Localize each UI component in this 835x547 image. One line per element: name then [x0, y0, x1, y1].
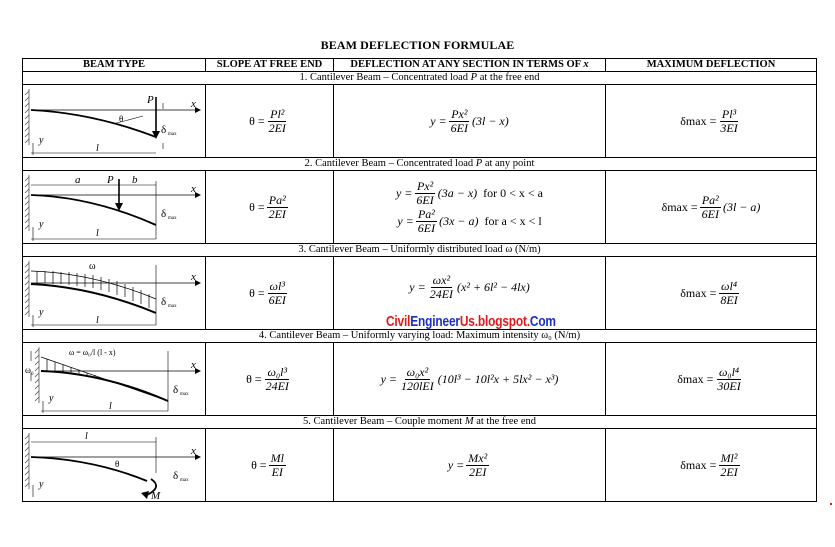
- slope-formula-4: [206, 343, 334, 416]
- watermark-link[interactable]: [386, 314, 556, 330]
- beam-diagram-1: [23, 85, 206, 158]
- deflection-formula-2: [334, 171, 606, 244]
- slope-formula-2: [206, 171, 334, 244]
- fraction-numerator: ωl³: [269, 278, 285, 293]
- section-var: P: [475, 158, 483, 169]
- section-text: 2. Cantilever Beam – Concentrated load: [304, 158, 476, 169]
- svg-text:0: 0: [31, 372, 34, 377]
- svg-text:x: x: [191, 359, 196, 371]
- watermark-part: Com: [529, 314, 556, 330]
- fraction-numerator: Pl³: [721, 106, 737, 121]
- svg-text:max: max: [180, 392, 189, 397]
- svg-text:ω: ω: [25, 365, 31, 375]
- formula-condition: for a < x < l: [484, 213, 542, 228]
- section-var: M: [464, 416, 474, 427]
- formula-lhs: y =: [430, 113, 447, 128]
- fraction-numerator: ω₀l³: [267, 364, 288, 379]
- fraction-denominator: 6EI: [417, 220, 436, 235]
- fraction-numerator: ωx²: [432, 272, 451, 287]
- formula-tail: (3x − a): [439, 213, 479, 228]
- beam-diagram-3: [23, 257, 206, 330]
- table-row: [23, 85, 817, 158]
- svg-text:y: y: [49, 393, 54, 404]
- section-text: at the free end: [477, 72, 540, 83]
- fraction-denominator: 3EI: [720, 120, 738, 135]
- watermark-part: Civil: [386, 314, 411, 330]
- formula-lhs: θ =: [249, 113, 265, 128]
- watermark-part: Engineer: [410, 314, 460, 330]
- svg-text:P: P: [107, 174, 114, 186]
- formula-lhs: θ =: [246, 371, 262, 386]
- fraction-denominator: 2EI: [469, 464, 487, 479]
- svg-text:l: l: [96, 143, 99, 154]
- svg-text:δ: δ: [161, 208, 167, 220]
- fraction-denominator: 6EI: [450, 120, 468, 135]
- svg-text:x: x: [191, 183, 196, 195]
- fraction-denominator: 8EI: [720, 292, 738, 307]
- fraction-numerator: Px²: [451, 106, 468, 121]
- section-heading-4: 4. Cantilever Beam – Uniformly varying load: Maximum intensity ω₀ (N/m): [23, 330, 817, 343]
- slope-formula-5: [206, 429, 334, 502]
- formula-tail: (x² + 6l² − 4lx): [457, 279, 530, 294]
- fraction-numerator: Ml: [270, 450, 284, 465]
- svg-text:x: x: [191, 445, 196, 457]
- svg-text:a: a: [75, 174, 81, 186]
- fraction-numerator: Pa²: [268, 192, 286, 207]
- fraction-numerator: ωl⁴: [721, 278, 738, 293]
- fraction-denominator: 24EI: [429, 286, 454, 301]
- formula-tail: (3a − x): [437, 185, 478, 200]
- svg-text:y: y: [39, 135, 44, 146]
- formula-lhs: δmax =: [661, 199, 698, 214]
- svg-text:ω = ω₀/l (l - x): ω = ω₀/l (l - x): [69, 348, 116, 357]
- watermark-part: Us: [459, 314, 475, 330]
- fraction-denominator: 6EI: [268, 292, 286, 307]
- max-deflection-formula-3: [606, 257, 817, 330]
- fraction-numerator: Px²: [416, 178, 434, 193]
- svg-text:l: l: [96, 228, 99, 239]
- header-max-deflection: MAXIMUM DEFLECTION: [606, 59, 817, 72]
- fraction-denominator: EI: [271, 464, 283, 479]
- section-text: at any point: [482, 158, 535, 169]
- svg-text:b: b: [132, 174, 138, 186]
- beam-diagram-4: [23, 343, 206, 416]
- header-slope: SLOPE AT FREE END: [206, 59, 334, 72]
- svg-text:max: max: [168, 304, 177, 309]
- formula-lhs: δmax =: [680, 457, 717, 472]
- header-deflection: [334, 59, 606, 72]
- section-heading-1: [23, 72, 817, 85]
- svg-text:max: max: [168, 216, 177, 221]
- cantilever-point-load-end-diagram: [23, 85, 206, 157]
- svg-text:δ: δ: [173, 470, 179, 482]
- fraction-numerator: ω₀l⁴: [718, 364, 740, 379]
- formula-tail: (10l³ − 10l²x + 5lx² − x³): [437, 371, 559, 386]
- formula-lhs: y =: [380, 371, 398, 386]
- fraction-numerator: Ml²: [720, 450, 738, 465]
- cantilever-udl-diagram: [23, 257, 206, 329]
- section-heading-2: [23, 158, 817, 171]
- formula-tail: (3l − x): [472, 113, 509, 128]
- svg-text:y: y: [39, 307, 44, 318]
- formula-tail: (3l − a): [722, 199, 761, 214]
- svg-text:x: x: [191, 98, 196, 110]
- header-row: [23, 59, 817, 72]
- fraction-denominator: 6EI: [416, 192, 434, 207]
- svg-text:δ: δ: [173, 384, 179, 396]
- fraction-denominator: 120lEI: [401, 378, 434, 393]
- fraction-denominator: 6EI: [701, 206, 719, 221]
- fraction-numerator: Mx²: [468, 450, 488, 465]
- table-row: [23, 343, 817, 416]
- max-deflection-formula-5: [606, 429, 817, 502]
- svg-text:δ: δ: [161, 124, 167, 136]
- fraction-numerator: Pl²: [270, 106, 285, 121]
- header-beam-type: BEAM TYPE: [23, 59, 206, 72]
- header-deflection-var: x: [583, 59, 589, 70]
- svg-text:δ: δ: [161, 296, 167, 308]
- watermark-part: .blogspot.: [474, 314, 530, 330]
- header-deflection-text: DEFLECTION AT ANY SECTION IN TERMS OF: [350, 59, 584, 70]
- svg-text:l: l: [85, 431, 88, 442]
- fraction-denominator: 2EI: [268, 206, 286, 221]
- stray-mark: [830, 503, 832, 505]
- formula-lhs: δmax =: [680, 113, 717, 128]
- formula-lhs: θ =: [251, 457, 267, 472]
- section-heading-5: [23, 416, 817, 429]
- formula-lhs: δmax =: [680, 285, 717, 300]
- table-row: [23, 171, 817, 244]
- svg-text:max: max: [180, 478, 189, 483]
- slope-formula-1: [206, 85, 334, 158]
- beam-diagram-2: [23, 171, 206, 244]
- svg-text:x: x: [191, 271, 196, 283]
- svg-text:θ: θ: [115, 459, 120, 469]
- fraction-denominator: 30EI: [717, 378, 741, 393]
- formula-lhs: y =: [397, 213, 414, 228]
- svg-text:max: max: [168, 132, 177, 137]
- cantilever-uvl-diagram: [23, 343, 206, 415]
- fraction-denominator: 2EI: [720, 464, 738, 479]
- max-deflection-formula-2: [606, 171, 817, 244]
- deflection-formula-5: [334, 429, 606, 502]
- svg-text:y: y: [39, 479, 44, 490]
- svg-text:M: M: [151, 490, 161, 501]
- svg-text:y: y: [39, 219, 44, 230]
- svg-text:ω: ω: [89, 261, 96, 272]
- formula-table: [22, 58, 817, 502]
- section-text: 1. Cantilever Beam – Concentrated load: [299, 72, 471, 83]
- slope-formula-3: [206, 257, 334, 330]
- formula-condition: for 0 < x < a: [483, 185, 544, 200]
- fraction-numerator: Pa²: [701, 192, 719, 207]
- section-text: at the free end: [473, 416, 536, 427]
- deflection-formula-4: [334, 343, 606, 416]
- formula-lhs: y =: [409, 279, 426, 294]
- svg-text:l: l: [109, 401, 112, 412]
- section-var: P: [470, 72, 478, 83]
- cantilever-point-load-any-diagram: [23, 171, 206, 243]
- formula-lhs: θ =: [249, 199, 265, 214]
- fraction-numerator: Pa²: [417, 206, 435, 221]
- deflection-formula-1: [334, 85, 606, 158]
- svg-text:l: l: [96, 315, 99, 326]
- fraction-numerator: ω₀x²: [406, 364, 429, 379]
- formula-lhs: δmax =: [677, 371, 714, 386]
- fraction-denominator: 24EI: [265, 378, 289, 393]
- formula-lhs: y =: [395, 185, 413, 200]
- page-title: BEAM DEFLECTION FORMULAE: [320, 38, 515, 52]
- section-heading-3: 3. Cantilever Beam – Uniformly distributed load ω (N/m): [23, 244, 817, 257]
- cantilever-couple-moment-diagram: [23, 429, 206, 501]
- table-row: [23, 429, 817, 502]
- beam-diagram-5: [23, 429, 206, 502]
- svg-text:θ: θ: [119, 114, 124, 124]
- section-text: 5. Cantilever Beam – Couple moment: [303, 416, 465, 427]
- formula-lhs: y =: [447, 457, 465, 472]
- max-deflection-formula-4: [606, 343, 817, 416]
- max-deflection-formula-1: [606, 85, 817, 158]
- svg-text:P: P: [147, 94, 154, 106]
- fraction-denominator: 2EI: [268, 120, 286, 135]
- formula-lhs: θ =: [249, 285, 265, 300]
